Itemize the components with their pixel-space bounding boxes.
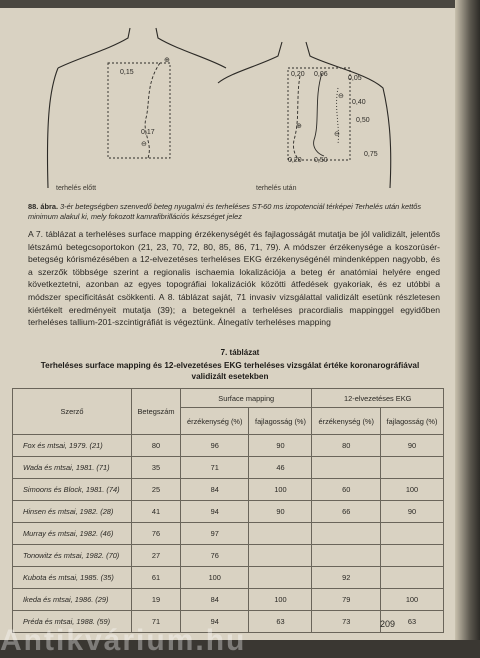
sm-specificity-cell: 46: [249, 457, 312, 479]
map-region-before: [108, 63, 170, 158]
value-label: 0,15: [120, 69, 134, 76]
sm-sensitivity-cell: 94: [181, 611, 249, 633]
ekg-sensitivity-cell: [312, 545, 380, 567]
isopotential-map-figure: [38, 28, 408, 198]
value-label: 0,05: [348, 75, 362, 82]
value-label: 0,40: [352, 99, 366, 106]
table-number: 7. táblázat: [220, 348, 260, 357]
patients-cell: 27: [132, 545, 181, 567]
ekg-sensitivity-cell: 80: [312, 435, 380, 457]
patients-cell: 80: [132, 435, 181, 457]
author-cell: Fox és mtsai, 1979. (21): [13, 435, 132, 457]
sm-specificity-cell: 90: [249, 501, 312, 523]
table-header-row: [13, 389, 444, 408]
ekg-sensitivity-header: érzékenység (%): [312, 408, 380, 435]
author-cell: Kubota és mtsai, 1985. (35): [13, 567, 132, 589]
ekg-header: 12-elvezetéses EKG: [312, 389, 444, 408]
table-title: Terheléses surface mapping és 12-elvezetéses EKG terheléses vizsgálat értéke koronarográfiával validizált esetekben: [40, 361, 420, 381]
table-row: [13, 435, 444, 457]
body-paragraph: A 7. táblázat a terheléses surface mapping érzékenységét és fajlagosságát mutatja be jól validizált, jelentős létszámú betegcsoportokon (21, 23, 70, 72, 80, 85, 86, 71, 79). A módszer érzékenysége a koszorúsér-betegség kórismézésében a 12-elvezetéses terheléses EKG érzékenységénél mindenképpen nagyobb, és a szerzők többsége szerint a regionalis ischaemia lokalizációja a beteg ér anatómiai helyére enged következtetni, azonban az egyes topográfiai lokalizációk közötti átfedések gyakoriak, és ez utóbbi a módszer specificitását csökkenti. A 8. táblázat saját, 71 invasiv vizsgálattal validizált esetünk részletesen kiértékelt eredményeit mutatja (39); a betegeknél a terheléses pracordialis mappinggel egyidőben terheléses tallium-201-szcintigráfiát is végeztünk. Álnegatív terheléses mapping: [28, 229, 440, 328]
table-row: [13, 545, 444, 567]
map-region-after: [288, 68, 350, 160]
table-row: [13, 589, 444, 611]
ekg-specificity-cell: [380, 457, 443, 479]
surface-mapping-header: Surface mapping: [181, 389, 312, 408]
figure-caption: [28, 202, 438, 222]
isoline-after-1: [293, 76, 300, 160]
patients-header: Betegszám: [132, 389, 181, 435]
sm-sensitivity-cell: 84: [181, 479, 249, 501]
sm-sensitivity-header: érzékenység (%): [181, 408, 249, 435]
author-cell: Tonowitz és mtsai, 1982. (70): [13, 545, 132, 567]
patients-cell: 25: [132, 479, 181, 501]
author-header: Szerző: [13, 389, 132, 435]
ekg-sensitivity-cell: 60: [312, 479, 380, 501]
caption-number: 88. ábra.: [28, 202, 58, 211]
isoline-after-2: [314, 73, 324, 156]
torso-outline-after: [218, 42, 391, 188]
sm-specificity-cell: 63: [249, 611, 312, 633]
ekg-specificity-cell: 90: [380, 501, 443, 523]
sm-sensitivity-cell: 97: [181, 523, 249, 545]
validation-table: [12, 388, 444, 633]
author-cell: Préda és mtsai, 1988. (59): [13, 611, 132, 633]
sm-sensitivity-cell: 96: [181, 435, 249, 457]
value-label: 0,50: [314, 157, 328, 164]
sm-specificity-cell: [249, 545, 312, 567]
patients-cell: 19: [132, 589, 181, 611]
patients-cell: 35: [132, 457, 181, 479]
author-cell: Ikeda és mtsai, 1986. (29): [13, 589, 132, 611]
value-label: 0,17: [141, 129, 155, 136]
caption-text: 3-ér betegségben szenvedő beteg nyugalmi és terheléses ST-60 ms izopotenciál térképei Terhelés után kettős minimum alakul ki, mely fokozott kamrafibrillációs készséget jelez: [28, 202, 422, 221]
value-label: 0,75: [364, 151, 378, 158]
ekg-specificity-cell: 100: [380, 589, 443, 611]
ekg-specificity-cell: 63: [380, 611, 443, 633]
watermark: Antikvárium.hu: [0, 624, 247, 657]
ekg-specificity-cell: [380, 567, 443, 589]
sm-sensitivity-cell: 76: [181, 545, 249, 567]
value-label: 0,20: [288, 157, 302, 164]
value-label: 0,06: [314, 71, 328, 78]
ekg-specificity-cell: [380, 523, 443, 545]
value-label: 0,20: [291, 71, 305, 78]
table-row: [13, 567, 444, 589]
patients-cell: 71: [132, 611, 181, 633]
ekg-sensitivity-cell: [312, 523, 380, 545]
page-edge-shadow: [455, 0, 480, 640]
author-cell: Hinsen és mtsai, 1982. (28): [13, 501, 132, 523]
sm-specificity-header: fajlagosság (%): [249, 408, 312, 435]
ekg-sensitivity-cell: 73: [312, 611, 380, 633]
table-body: [13, 435, 444, 633]
author-cell: Simoons és Block, 1981. (74): [13, 479, 132, 501]
ekg-sensitivity-cell: 92: [312, 567, 380, 589]
ekg-sensitivity-cell: [312, 457, 380, 479]
author-cell: Wada és mtsai, 1981. (71): [13, 457, 132, 479]
plus-marker: ⊕: [164, 56, 170, 64]
sm-sensitivity-cell: 94: [181, 501, 249, 523]
sm-specificity-cell: 90: [249, 435, 312, 457]
table-row: [13, 457, 444, 479]
table-row: [13, 479, 444, 501]
table-row: [13, 523, 444, 545]
plus-marker: ⊕: [296, 122, 302, 130]
torso-outline-before: [47, 28, 226, 188]
sm-sensitivity-cell: 71: [181, 457, 249, 479]
page-top-shadow: [0, 0, 480, 8]
minus-marker: ⊖: [141, 140, 147, 148]
table-row: [13, 501, 444, 523]
sm-specificity-cell: [249, 523, 312, 545]
sm-sensitivity-cell: 84: [181, 589, 249, 611]
figure-label-before: terhelés előtt: [56, 185, 97, 192]
sm-specificity-cell: [249, 567, 312, 589]
patients-cell: 76: [132, 523, 181, 545]
minus-marker: ⊖: [334, 130, 340, 138]
value-label: 0,50: [356, 117, 370, 124]
ekg-specificity-cell: 90: [380, 435, 443, 457]
isoline-before: [145, 63, 160, 158]
ekg-sensitivity-cell: 66: [312, 501, 380, 523]
figure-label-after: terhelés után: [256, 185, 297, 192]
patients-cell: 61: [132, 567, 181, 589]
ekg-sensitivity-cell: 79: [312, 589, 380, 611]
sm-specificity-cell: 100: [249, 479, 312, 501]
patients-cell: 41: [132, 501, 181, 523]
author-cell: Murray és mtsai, 1982. (46): [13, 523, 132, 545]
sm-sensitivity-cell: 100: [181, 567, 249, 589]
sm-specificity-cell: 100: [249, 589, 312, 611]
ekg-specificity-cell: 100: [380, 479, 443, 501]
page-number: 209: [380, 619, 396, 629]
minus-marker: ⊖: [338, 92, 344, 100]
ekg-specificity-cell: [380, 545, 443, 567]
ekg-specificity-header: fajlagosság (%): [380, 408, 443, 435]
